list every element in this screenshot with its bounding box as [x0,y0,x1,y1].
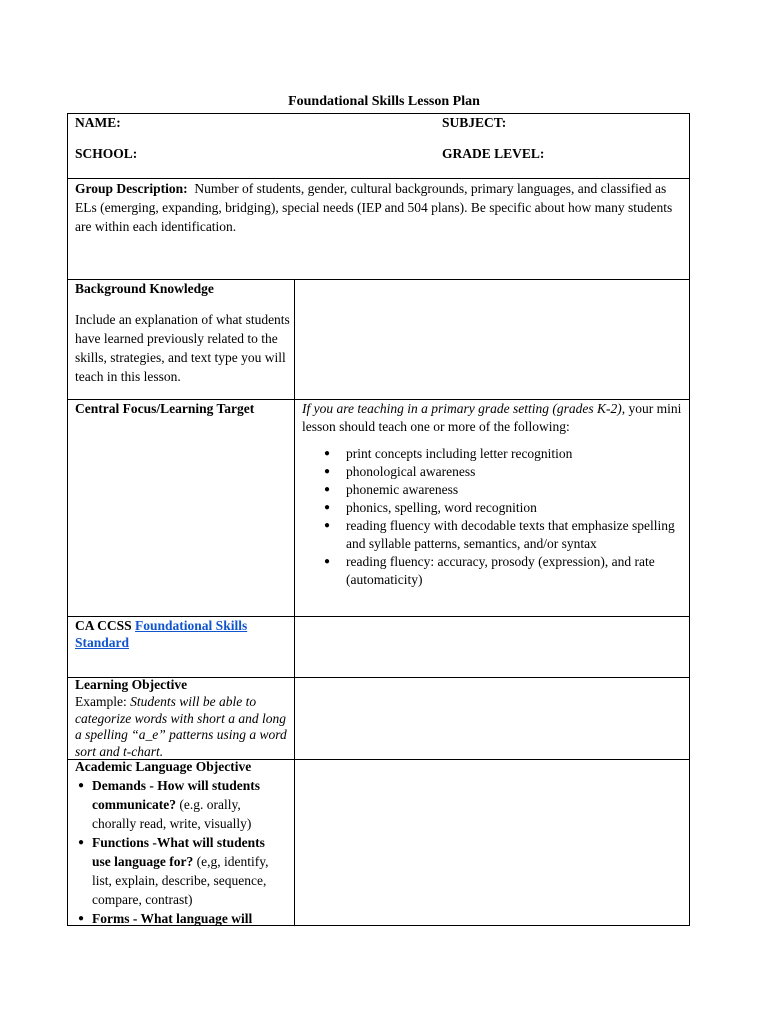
list-item: ● print concepts including letter recognition [302,445,677,463]
list-item: ● reading fluency: accuracy, prosody (expression), and rate (automaticity) [302,553,677,589]
subject-label: SUBJECT: [442,115,507,130]
list-item: ● phonemic awareness [302,481,677,499]
functions-label: Functions -What will students use language for? [92,835,265,869]
central-focus-list [302,445,677,589]
ccss-label: CA CCSS [75,618,136,633]
learning-objective-label: Learning Objective [75,677,188,692]
list-item: ● phonics, spelling, word recognition [302,499,677,517]
list-item: ● phonological awareness [302,463,677,481]
functions-text: (e,g, identify, list, explain, describe, sequence, compare, contrast) [92,854,269,907]
central-focus-content-cell [294,399,690,617]
group-description-body: Number of students, gender, cultural backgrounds, primary languages, and classified as ELs (emerging, expanding, bridging), special needs (IEP and 504 plans). Be specific about how many students are within each identification. [75,181,673,234]
example-text: Students will be able to categorize words with short a and long a spelling “a_e” patterns using a word sort and t-chart. [75,694,287,759]
ccss-response-cell[interactable] [294,616,690,678]
academic-language-list [75,776,280,928]
central-focus-intro-italic: If you are teaching in a primary grade setting (grades K-2), [302,401,626,416]
name-label: NAME: [75,115,121,130]
page-title: Foundational Skills Lesson Plan [288,94,480,109]
header-section [67,113,690,179]
list-item [75,833,280,909]
academic-language-response-cell[interactable] [294,759,690,926]
ccss-label-cell [67,616,295,678]
list-item: ● reading fluency with decodable texts that emphasize spelling and syllable patterns, semantics, and/or syntax [302,517,677,553]
demands-label: Demands - How will students communicate? [92,778,261,812]
background-description: Include an explanation of what students have learned previously related to the skills, strategies, and text type you will teach in this lesson. [75,312,290,384]
group-description-section [67,178,690,280]
learning-objective-example [75,694,287,760]
group-description-text [75,179,687,236]
list-item [75,909,280,928]
group-description-label: Group Description: [75,181,188,196]
list-item [75,776,280,833]
central-focus-label-cell [67,399,295,617]
example-label: Example: [75,694,131,709]
demands-text: (e.g. orally, chorally read, write, visually) [92,797,252,831]
background-label-cell [67,279,295,400]
forms-label: Forms - What language will [92,911,253,926]
central-focus-intro-rest: your mini lesson should teach one or more of the following: [302,401,682,434]
foundational-skills-standard-link[interactable]: Foundational Skills Standard [75,618,248,650]
academic-language-label: Academic Language Objective [75,759,252,774]
background-label: Background Knowledge [75,281,214,296]
school-label: SCHOOL: [75,146,138,161]
grade-level-label: GRADE LEVEL: [442,146,545,161]
central-focus-intro [302,400,682,436]
academic-language-label-cell [67,759,295,926]
learning-objective-label-cell [67,677,295,760]
central-focus-label: Central Focus/Learning Target [75,401,255,416]
learning-objective-response-cell[interactable] [294,677,690,760]
ccss-label-wrap [75,617,280,651]
background-response-cell[interactable] [294,279,690,400]
